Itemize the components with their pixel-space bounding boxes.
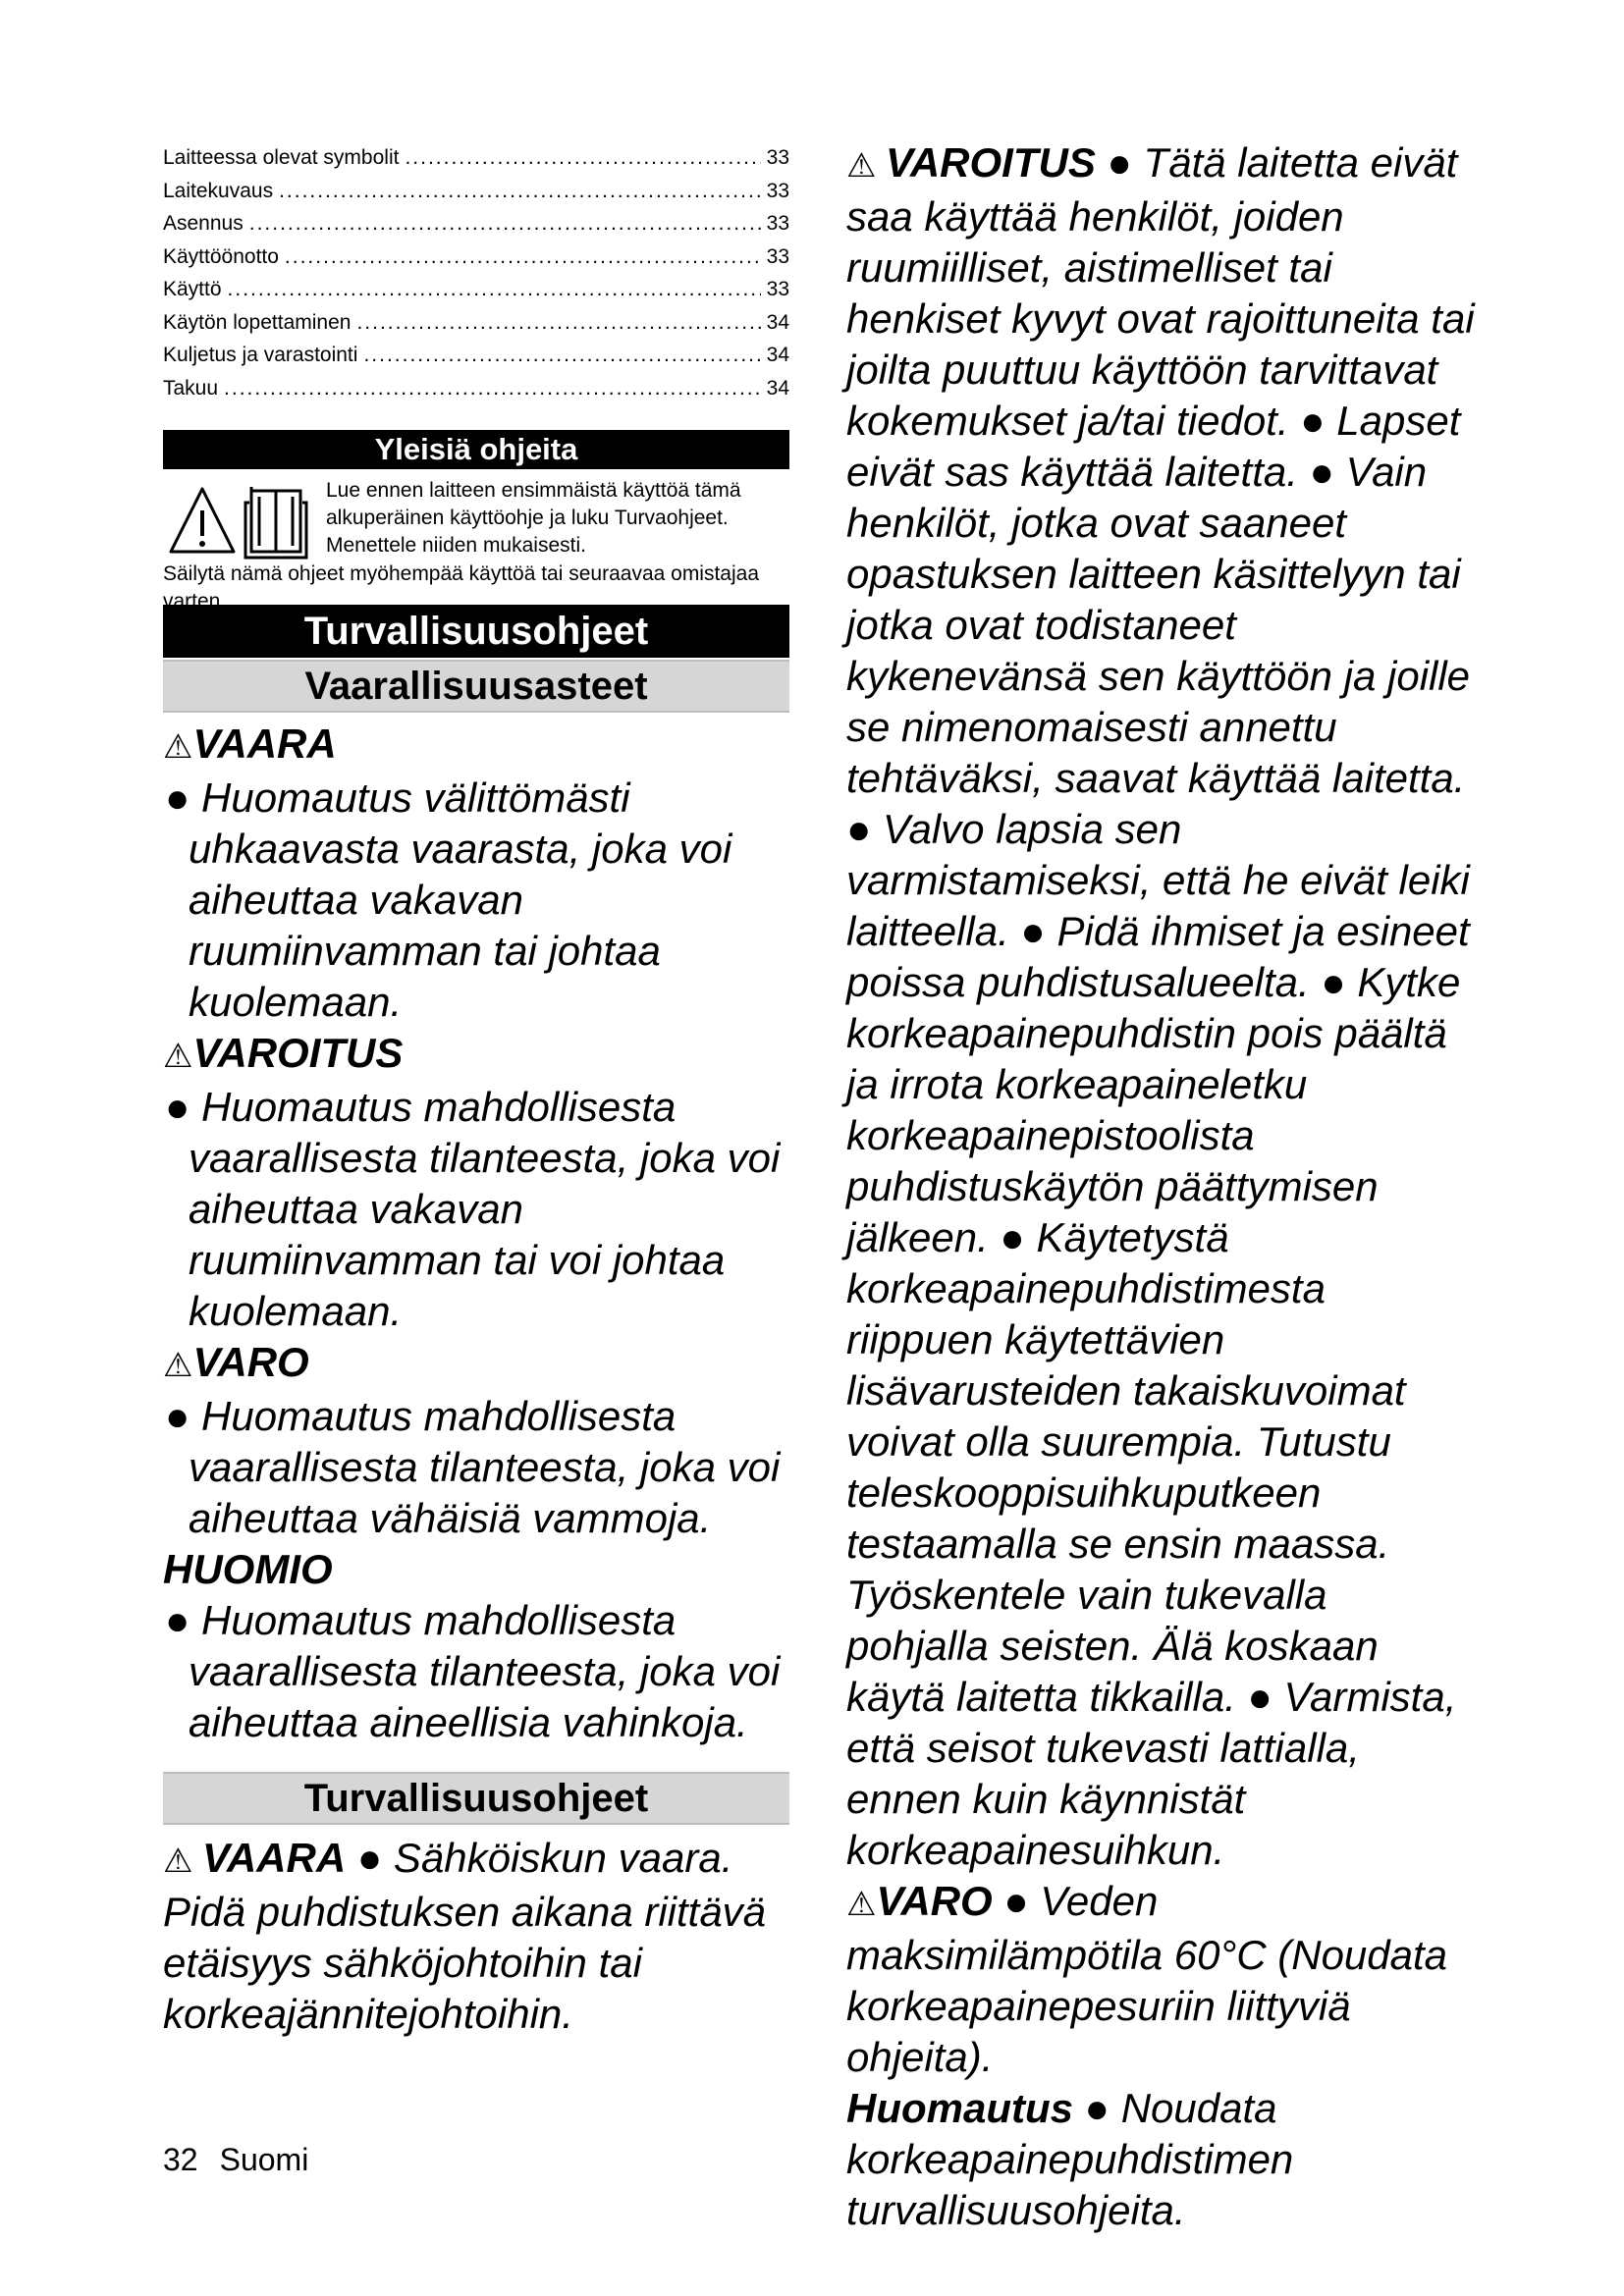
warning-triangle-icon: ⚠ <box>163 728 193 766</box>
toc-title: Käytön lopettaminen <box>163 310 352 334</box>
keep-manual-text: Säilytä nämä ohjeet myöhempää käyttöä tai seuraavaa omistajaa varten. <box>163 562 760 613</box>
warning-triangle-icon: ⚠ <box>163 1842 202 1880</box>
subsection-heading-hazard-levels: Vaarallisuusasteet <box>163 660 789 713</box>
signal-word-danger: ⚠VAARA <box>163 721 337 767</box>
toc-entry[interactable] <box>163 306 789 340</box>
toc-title: Asennus <box>163 212 244 235</box>
toc-page: 33 <box>766 146 789 169</box>
toc-title: Laitekuvaus <box>163 179 274 202</box>
toc-leader <box>249 207 761 240</box>
toc-title: Laitteessa olevat symbolit <box>163 146 400 169</box>
section-heading-safety: Turvallisuusohjeet <box>163 605 789 658</box>
toc-page: 34 <box>766 310 789 334</box>
page-footer <box>163 2142 308 2178</box>
general-intro <box>163 477 789 613</box>
left-column <box>163 141 789 2040</box>
warning-triangle-icon: ⚠ <box>846 147 886 185</box>
toc-page: 33 <box>766 212 789 235</box>
hazard-notice-property: ● Huomautus mahdollisesta vaarallisesta tilanteesta, joka voi aiheuttaa aineellisia vahinkoja. <box>165 1597 781 1745</box>
signal-word-warning: ⚠VAROITUS <box>163 1030 404 1076</box>
hazard-notice-danger: ● Huomautus välittömästi uhkaavasta vaarasta, joka voi aiheuttaa vakavan ruumiinvamman tai johtaa kuolemaan. <box>165 774 732 1025</box>
warning-triangle-icon: ⚠ <box>163 1347 193 1384</box>
hazard-notice-warning: ● Huomautus mahdollisesta vaarallisesta tilanteesta, joka voi aiheuttaa vakavan ruumiinvamman tai voi johtaa kuolemaan. <box>165 1084 781 1334</box>
section-heading-general: Yleisiä ohjeita <box>163 430 789 469</box>
right-column <box>846 137 1477 2236</box>
toc-entry[interactable] <box>163 207 789 240</box>
toc-leader <box>228 273 761 306</box>
hazard-level-danger <box>163 719 789 1028</box>
toc-title: Kuljetus ja varastointi <box>163 344 358 366</box>
toc-title: Käyttö <box>163 278 222 300</box>
toc-entry[interactable] <box>163 372 789 405</box>
toc-leader <box>285 240 761 274</box>
manual-book-icon <box>245 487 306 558</box>
toc-leader <box>405 141 760 175</box>
table-of-contents <box>163 141 789 404</box>
signal-word-caution: ⚠VARO <box>163 1339 309 1385</box>
hazard-notice-caution: ● Huomautus mahdollisesta vaarallisesta tilanteesta, joka voi aiheuttaa vähäisiä vammoja. <box>165 1393 781 1541</box>
footer-language: Suomi <box>219 2142 309 2177</box>
toc-page: 34 <box>766 344 789 366</box>
toc-leader <box>363 339 760 372</box>
warning-and-manual-icon <box>169 483 316 561</box>
toc-page: 33 <box>766 278 789 300</box>
toc-entry[interactable] <box>163 240 789 274</box>
page-number: 32 <box>163 2142 198 2177</box>
warning-triangle-icon: ⚠ <box>163 1038 193 1075</box>
safety-paragraph-notice: Huomautus ● Noudata korkeapainepuhdistimen turvallisuusohjeita. <box>846 2085 1294 2233</box>
read-manual-text: Lue ennen laitteen ensimmäistä käyttöä tämä alkuperäinen käyttöohje ja luku Turvaohjeet. Menettele niiden mukaisesti. <box>326 479 741 557</box>
toc-entry[interactable] <box>163 141 789 175</box>
warning-triangle-icon: ⚠ <box>846 1886 877 1923</box>
toc-entry[interactable] <box>163 175 789 208</box>
hazard-level-caution <box>163 1337 789 1544</box>
hazard-level-notice <box>163 1544 789 1748</box>
toc-page: 33 <box>766 179 789 202</box>
warning-triangle-icon <box>171 489 234 552</box>
safety-paragraph-caution: ⚠VARO ● Veden maksimilämpötila 60°C (Noudata korkeapainepesuriin liittyviä ohjeita). <box>846 1878 1448 2080</box>
toc-page: 33 <box>766 244 789 268</box>
toc-leader <box>224 372 761 405</box>
electric-shock-warning: ⚠ VAARA ● Sähköiskun vaara. Pidä puhdistuksen aikana riittävä etäisyys sähköjohtoihin tai korkeajännitejohtoihin. <box>163 1835 767 2037</box>
signal-word-notice: HUOMIO <box>163 1546 333 1592</box>
toc-entry[interactable] <box>163 273 789 306</box>
toc-leader <box>279 175 761 208</box>
subsection-heading-safety-instructions: Turvallisuusohjeet <box>163 1772 789 1825</box>
toc-page: 34 <box>766 376 789 400</box>
toc-title: Käyttöönotto <box>163 244 279 268</box>
toc-entry[interactable] <box>163 339 789 372</box>
toc-leader <box>356 306 760 340</box>
safety-paragraph-warning: ⚠ VAROITUS ● Tätä laitetta eivät saa käyttää henkilöt, joiden ruumiilliset, aistimelliset tai henkiset kyvyt ovat rajoittuneita tai joilta puuttuu käyttöön tarvittavat kokemukset ja/tai tiedot. ● Lapset eivät sas käyttää laitetta. ● Vain henkilöt, jotka ovat saaneet opastuksen laitteen käsittelyyn tai jotka ovat todistaneet kykenevänsä sen käyttöön ja joille se nimenomaisesti annettu tehtäväksi, saavat käyttää laitetta. ● Valvo lapsia sen varmistamiseksi, että he eivät leiki laitteella. ● Pidä ihmiset ja esineet poissa puhdistusalueelta. ● Kytke korkeapainepuhdistin pois päältä ja irrota korkeapaineletku korkeapainepistoolista puhdistuskäytön päättymisen jälkeen. ● Käytetystä korkeapainepuhdistimesta riippuen käytettävien lisävarusteiden takaiskuvoimat voivat olla suurempia. Tutustu teleskooppisuihkuputkeen testaamalla se ensin maassa. Työskentele vain tukevalla pohjalla seisten. Älä koskaan käytä laitetta tikkailla. ● Varmista, että seisot tukevasti lattialla, ennen kuin käynnistät korkeapainesuihkun. <box>846 139 1475 1873</box>
hazard-level-warning <box>163 1028 789 1337</box>
toc-title: Takuu <box>163 376 219 400</box>
